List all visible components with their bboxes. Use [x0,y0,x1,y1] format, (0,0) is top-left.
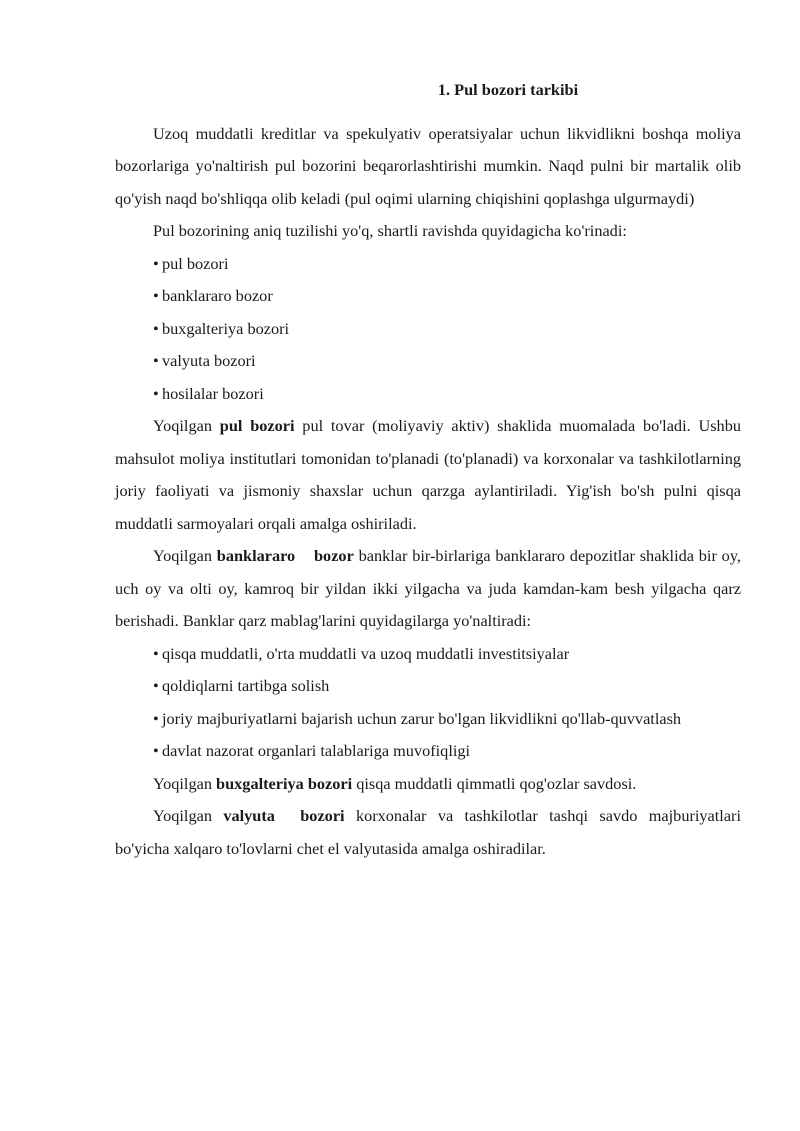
paragraph-accounting-market: Yoqilgan buxgalteriya bozori qisqa muddatli qimmatli qog'ozlar savdosi. [153,773,637,793]
paragraph-structure: Pul bozorining aniq tuzilishi yo'q, shartli ravishda quyidagicha ko'rinadi: [153,221,627,240]
bullet-icon: • [153,708,159,728]
list-item: • joriy majburiyatlarni bajarish uchun zarur bo'lgan likvidlikni qo'llab-quvvatlash [115,703,741,736]
list-item: • qoldiqlarni tartibga solish [115,670,741,703]
term-interbank-market: banklararo bozor [216,546,354,565]
list-item: • qisqa muddatli, o'rta muddatli va uzoq muddatli investitsiyalar [115,638,741,671]
list-item: • buxgalteriya bozori [115,313,741,346]
bullet-icon: • [153,318,159,338]
bullet-icon: • [153,351,159,370]
bullet-icon: • [153,741,159,760]
list-item: • pul bozori [115,248,741,281]
section-title: 1. Pul bozori tarkibi [437,80,579,99]
term-currency-market: valyuta bozori [223,806,345,825]
paragraph-money-market: Yoqilgan pul bozori pul tovar (moliyaviy aktiv) shaklida muomalada bo'ladi. Ushbu mahsulot moliya institutlari tomonidan to'planadi (to'planadi) va korxonalar va tashkilotlarning joriy faoliyati va jismoniy shaxslar uchun qarzga aylantiriladi. Yig'ish bo'sh pulni qisqa muddatli sarmoyalari orqali amalga oshiriladi. [115,416,741,533]
list-item: • hosilalar bozori [115,378,741,411]
list-item: • valyuta bozori [115,345,741,378]
bullet-icon: • [153,253,159,273]
paragraph-currency-market: Yoqilgan valyuta bozori korxonalar va tashkilotlar tashqi savdo majburiyatlari bo'yicha xalqaro to'lovlarni chet el valyutasida amalga oshiradilar. [115,806,741,858]
list-item: • davlat nazorat organlari talablariga muvofiqligi [115,735,741,768]
bullet-icon: • [153,383,159,403]
market-types-list [115,248,741,411]
list-item: • banklararo bozor [115,280,741,313]
loan-directions-list [115,638,741,768]
paragraph-interbank-market: Yoqilgan banklararo bozor banklar bir-birlariga banklararo depozitlar shaklida bir oy, uch oy va olti oy, kamroq bir yildan ikki yilgacha va juda kamdan-kam besh yilgacha qarz berishadi. Banklar qarz mablag'larini quyidagilarga yo'naltiradi: [115,546,741,630]
bullet-icon: • [153,643,159,663]
term-accounting-market: buxgalteriya bozori [216,773,353,793]
bullet-icon: • [153,286,159,305]
bullet-icon: • [153,676,159,695]
term-money-market: pul bozori [219,416,295,435]
paragraph-intro: Uzoq muddatli kreditlar va spekulyativ operatsiyalar uchun likvidlikni boshqa moliya bozorlariga yo'naltirish pul bozorini beqarorlashtirishi mumkin. Naqd pulni bir martalik olib qo'yish naqd bo'shliqqa olib keladi (pul oqimi ularning chiqishini qoplashga ulgurmaydi) [115,123,741,208]
document-page [115,74,741,865]
